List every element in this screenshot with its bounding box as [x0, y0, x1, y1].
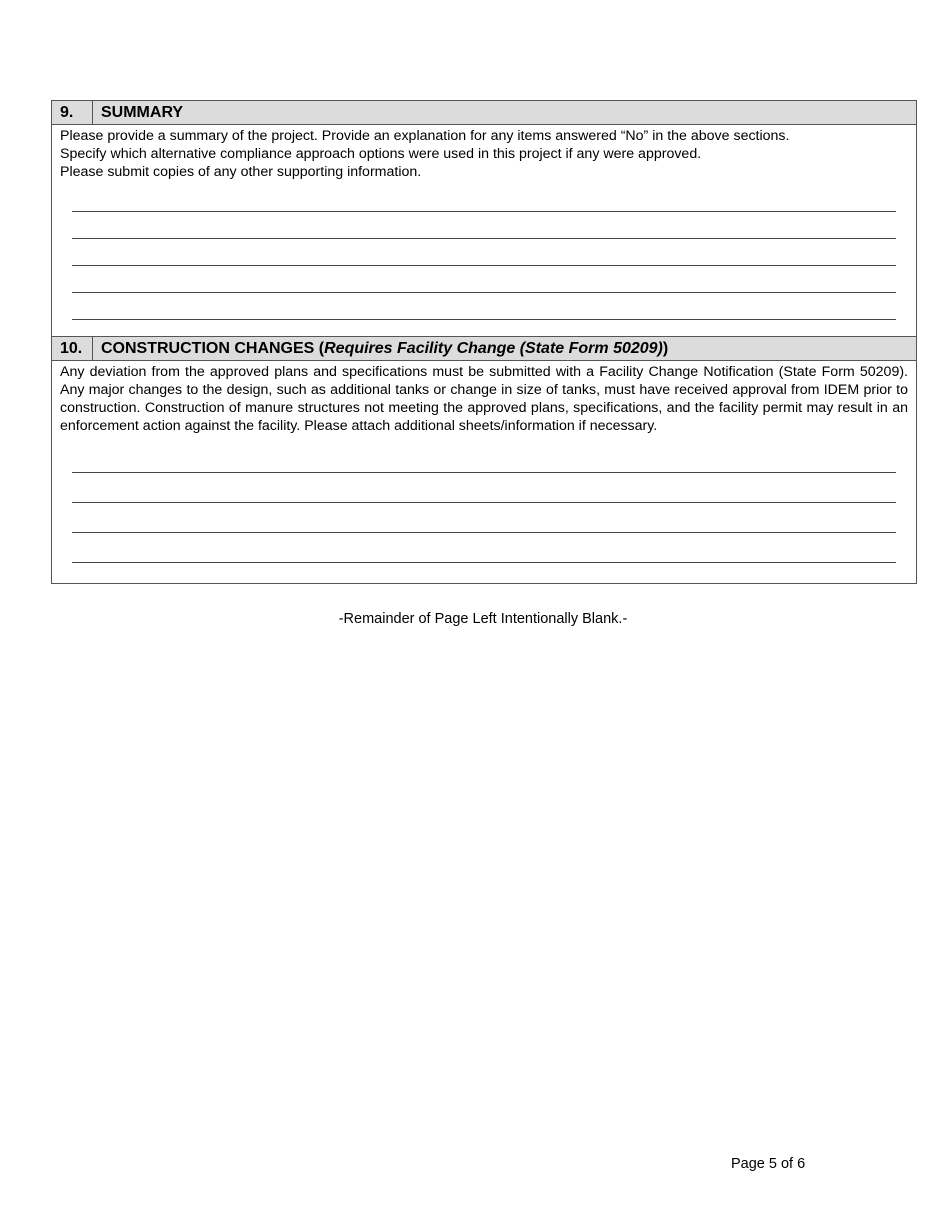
page-number: Page 5 of 6 — [731, 1156, 806, 1172]
section-9-answer-line[interactable] — [72, 212, 896, 239]
section-10-title-main: CONSTRUCTION CHANGES ( — [101, 339, 325, 357]
section-10-title — [93, 337, 668, 360]
section-9-instruction: Please provide a summary of the project. Provide an explanation for any items answered “No” in the above sections. — [60, 128, 790, 144]
section-10-body — [52, 361, 916, 583]
section-10-number: 10. — [52, 337, 93, 360]
section-10-header — [52, 337, 916, 361]
section-9-answer-line[interactable] — [72, 266, 896, 293]
form-table — [51, 100, 917, 584]
blank-page-note: -Remainder of Page Left Intentionally Blank.- — [338, 611, 628, 627]
section-10-answer-line[interactable] — [72, 503, 896, 533]
section-10-title-end: ) — [662, 339, 669, 357]
section-10-instruction: Any deviation from the approved plans and specifications must be submitted with a Facility Change Notification (State Form 50209). Any major changes to the design, such as additional tanks or change in size of tanks, must have received approval from IDEM prior to construction. Construction of manure structures not meeting the approved plans, specifications, and the facility permit may result in an enforcement action against the facility. Please attach additional sheets/information if necessary. — [60, 364, 908, 434]
section-9-writing-area[interactable] — [72, 181, 896, 320]
section-9-header — [52, 101, 916, 125]
section-9-number: 9. — [52, 101, 93, 124]
section-9-instruction: Specify which alternative compliance approach options were used in this project if any were approved. — [60, 146, 702, 162]
section-9-answer-line[interactable] — [72, 185, 896, 212]
section-10-writing-area[interactable] — [72, 435, 896, 563]
section-10-answer-line[interactable] — [72, 473, 896, 503]
section-9-title: SUMMARY — [101, 103, 184, 121]
section-9-answer-line[interactable] — [72, 293, 896, 320]
section-10-answer-line[interactable] — [72, 443, 896, 473]
section-10-title-form-ref: Requires Facility Change (State Form 50209) — [324, 339, 663, 357]
section-10-answer-line[interactable] — [72, 533, 896, 563]
section-9-instruction: Please submit copies of any other supporting information. — [60, 164, 422, 180]
section-9-answer-line[interactable] — [72, 239, 896, 266]
section-9-body — [52, 125, 916, 337]
